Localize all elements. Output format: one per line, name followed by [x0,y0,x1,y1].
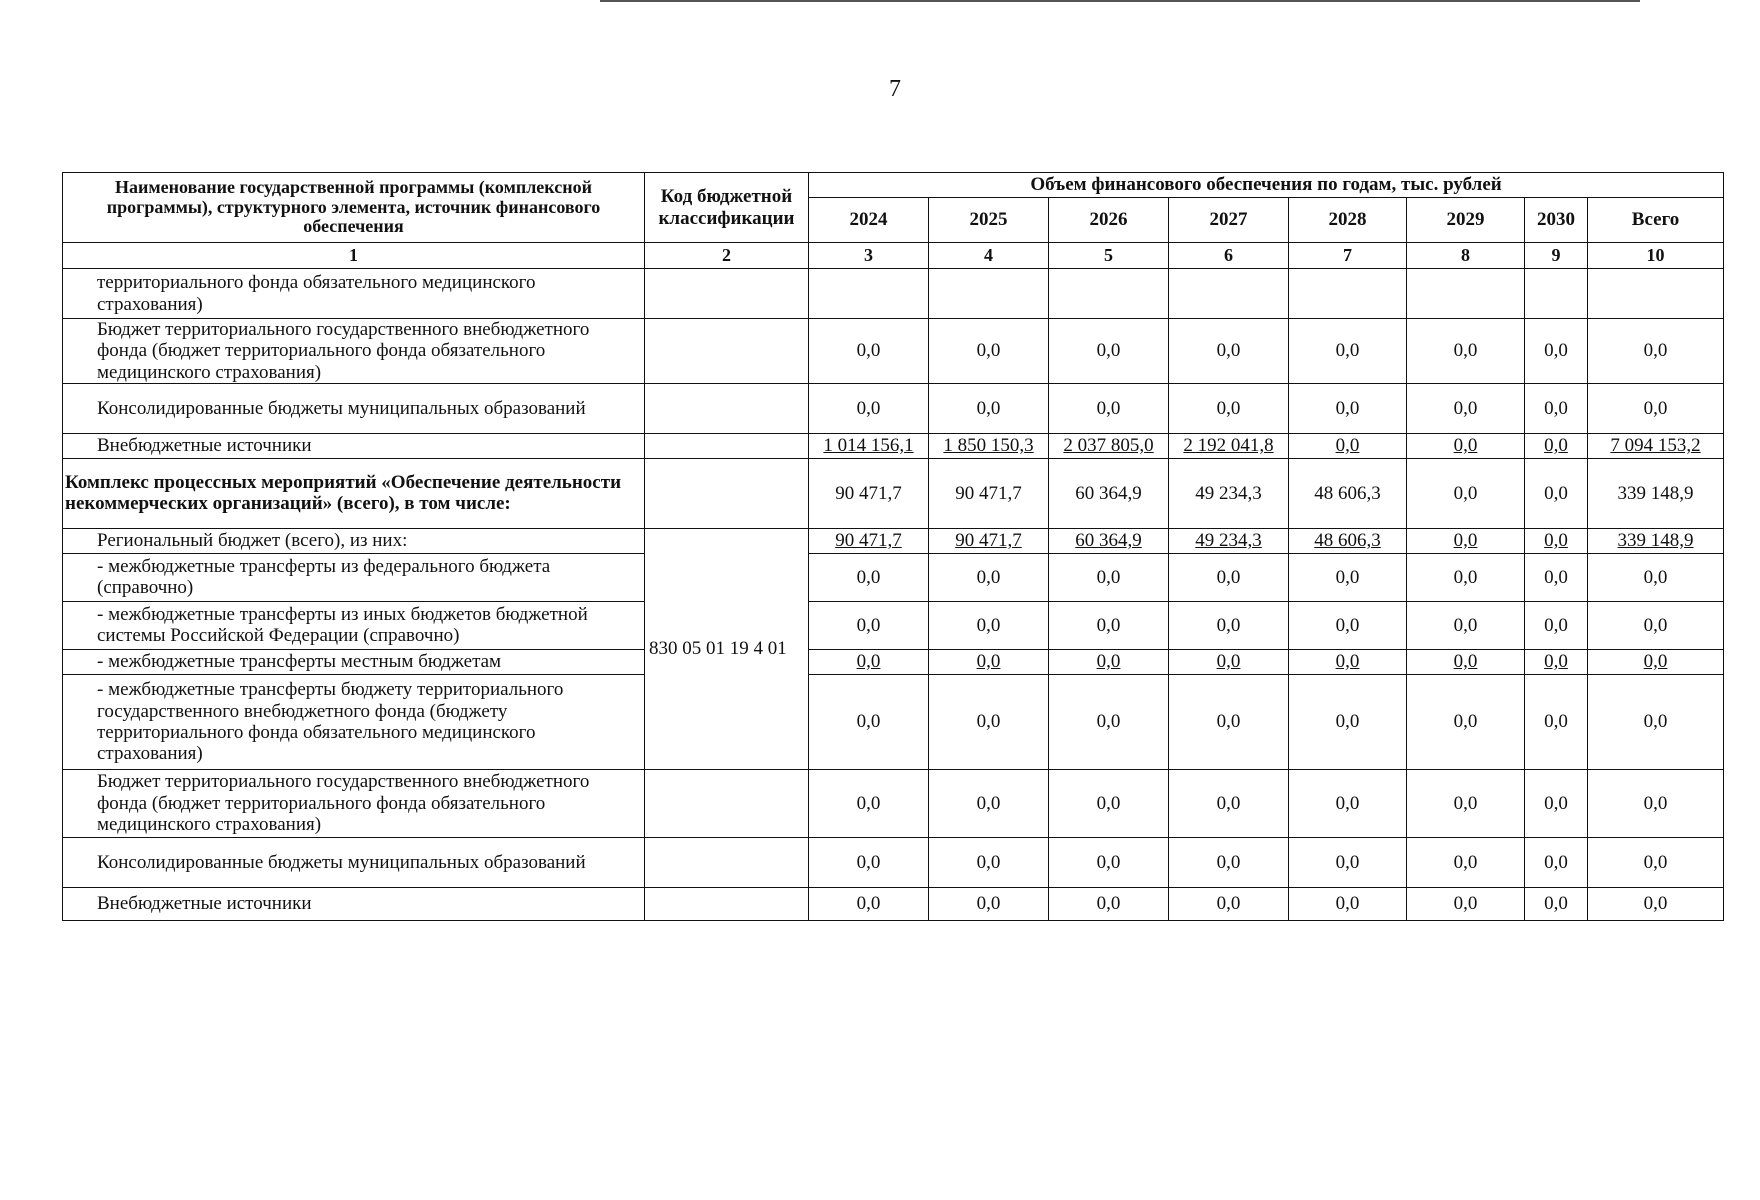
column-number: 7 [1289,243,1407,269]
value-text: 0,0 [856,566,881,588]
row-value [929,269,1049,319]
value-text: 0,0 [1335,711,1360,733]
value-text: 60 364,9 [1075,482,1142,504]
row-value [809,649,929,674]
row-value [1588,837,1724,887]
value-text: 0,0 [856,792,881,814]
row-value [929,601,1049,649]
row-value [809,319,929,384]
value-text: 0,0 [1544,614,1568,636]
row-name: - межбюджетные трансферты из иных бюджетов бюджетной системы Российской Федерации (справочно) [63,601,645,649]
value-text: 0,0 [976,397,1001,419]
row-value [809,383,929,433]
value-text: 2 037 805,0 [1063,435,1154,457]
row-value [809,601,929,649]
row-value [1407,458,1525,528]
row-value [1049,601,1169,649]
row-value [809,269,929,319]
row-value [1289,887,1407,920]
row-value [1525,837,1588,887]
header-year: 2024 [809,198,929,243]
header-name: Наименование государственной программы (комплексной программы), структурного элемента, источник финансового обеспечения [63,173,645,243]
row-value [1289,601,1407,649]
row-value [1588,553,1724,601]
row-value [1169,601,1289,649]
row-value [1407,383,1525,433]
row-value [929,837,1049,887]
value-text: 0,0 [1544,435,1568,457]
row-value [1049,269,1169,319]
value-text: 0,0 [1216,397,1241,419]
value-text: 0,0 [856,851,881,873]
row-value [1588,649,1724,674]
row-value [1407,269,1525,319]
row-value [1588,458,1724,528]
header-year: 2025 [929,198,1049,243]
row-value [929,553,1049,601]
value-text: 0,0 [1216,851,1241,873]
row-value [1407,769,1525,837]
row-value [1407,601,1525,649]
value-text: 0,0 [1335,566,1360,588]
value-text: 0,0 [1453,614,1478,636]
row-value [1525,769,1588,837]
value-text: 2 192 041,8 [1183,435,1274,457]
row-value [929,433,1049,458]
row-value [1588,674,1724,769]
row-value [1289,649,1407,674]
row-code [645,383,809,433]
value-text: 0,0 [1643,851,1668,873]
value-text: 0,0 [1453,851,1478,873]
row-value [1169,458,1289,528]
header-year: 2029 [1407,198,1525,243]
value-text: 0,0 [976,340,1001,362]
row-value [1169,528,1289,553]
value-text: 0,0 [1096,566,1121,588]
value-text: 7 094 153,2 [1610,435,1701,457]
row-value [1525,887,1588,920]
row-value [1525,319,1588,384]
row-value [1049,887,1169,920]
row-value [929,887,1049,920]
value-text: 0,0 [1643,397,1668,419]
row-code [645,433,809,458]
table-row [63,433,1724,458]
value-text: 0,0 [1544,340,1568,362]
value-text: 0,0 [1544,792,1568,814]
value-text: 0,0 [1216,566,1241,588]
row-value [1049,319,1169,384]
row-value [1169,649,1289,674]
value-text: 0,0 [1643,893,1668,915]
row-value [1525,458,1588,528]
header-group: Объем финансового обеспечения по годам, тыс. рублей [809,173,1724,198]
row-value [1169,837,1289,887]
row-value [1049,528,1169,553]
header-year: 2026 [1049,198,1169,243]
value-text: 90 471,7 [835,482,902,504]
value-text: 0,0 [976,614,1001,636]
value-text: 0,0 [1453,792,1478,814]
value-text: 0,0 [1544,482,1568,504]
value-text: 90 471,7 [835,530,902,552]
value-text: 0,0 [976,792,1001,814]
row-value [1588,319,1724,384]
row-value [809,769,929,837]
value-text: 0,0 [856,340,881,362]
value-text: 0,0 [1544,530,1568,552]
table-row [63,319,1724,384]
row-value [1525,269,1588,319]
table-row [63,649,1724,674]
row-value [1049,553,1169,601]
value-text: 0,0 [1096,851,1121,873]
scan-top-line [600,0,1640,2]
value-text: 0,0 [1544,711,1568,733]
row-value [1407,319,1525,384]
value-text: 90 471,7 [955,482,1022,504]
row-code [645,319,809,384]
value-text: 0,0 [976,893,1001,915]
row-value [1588,528,1724,553]
row-value [1289,528,1407,553]
value-text: 48 606,3 [1314,482,1381,504]
row-value [1049,769,1169,837]
value-text: 339 148,9 [1617,530,1694,552]
row-value [1289,553,1407,601]
row-value [1588,769,1724,837]
value-text: 0,0 [1096,651,1121,673]
page-number: 7 [889,76,901,102]
row-value [1289,383,1407,433]
row-value [809,553,929,601]
value-text: 1 850 150,3 [943,435,1034,457]
value-text: 0,0 [1216,893,1241,915]
value-text: 0,0 [1544,651,1568,673]
row-name: Бюджет территориального государственного внебюджетного фонда (бюджет территориального фонда обязательного медицинского страхования) [63,319,645,384]
value-text: 0,0 [976,711,1001,733]
value-text: 0,0 [976,566,1001,588]
row-value [1169,319,1289,384]
row-value [1169,769,1289,837]
table-row [63,528,1724,553]
value-text: 0,0 [1643,614,1668,636]
column-numbers-row [63,243,1724,269]
row-value [1169,383,1289,433]
value-text: 0,0 [1096,397,1121,419]
header-year: 2028 [1289,198,1407,243]
row-code [645,269,809,319]
row-value [1289,769,1407,837]
value-text: 0,0 [1453,566,1478,588]
row-name: Консолидированные бюджеты муниципальных образований [63,383,645,433]
row-value [1407,674,1525,769]
row-value [1289,837,1407,887]
value-text: 0,0 [1453,530,1478,552]
table-row [63,887,1724,920]
row-value [1407,528,1525,553]
header-total: Всего [1588,198,1724,243]
row-value [1049,837,1169,887]
table-row [63,458,1724,528]
row-value [1169,433,1289,458]
column-number: 6 [1169,243,1289,269]
table-row [63,269,1724,319]
row-value [809,887,929,920]
row-value [1289,269,1407,319]
value-text: 0,0 [1453,397,1478,419]
value-text: 49 234,3 [1195,530,1262,552]
header-year: 2030 [1525,198,1588,243]
row-value [1588,383,1724,433]
row-value [929,769,1049,837]
value-text: 0,0 [1643,566,1668,588]
value-text: 0,0 [1096,792,1121,814]
value-text: 0,0 [1544,397,1568,419]
row-value [1525,674,1588,769]
row-value [809,458,929,528]
value-text: 60 364,9 [1075,530,1142,552]
row-value [1525,601,1588,649]
row-value [929,649,1049,674]
row-code [645,887,809,920]
row-value [809,837,929,887]
value-text: 0,0 [1335,893,1360,915]
value-text: 1 014 156,1 [823,435,914,457]
value-text: 0,0 [1453,893,1478,915]
row-value [1407,433,1525,458]
value-text: 0,0 [1096,711,1121,733]
value-text: 0,0 [1453,651,1478,673]
row-name: - межбюджетные трансферты местным бюджетам [63,649,645,674]
row-value [1407,553,1525,601]
value-text: 0,0 [1643,340,1668,362]
value-text: 0,0 [1643,651,1668,673]
value-text: 0,0 [1643,711,1668,733]
value-text: 0,0 [1096,893,1121,915]
row-value [1588,269,1724,319]
table-row [63,837,1724,887]
row-value [809,528,929,553]
value-text: 0,0 [1216,711,1241,733]
row-code [645,458,809,528]
value-text: 0,0 [1453,340,1478,362]
column-number: 1 [63,243,645,269]
row-value [809,433,929,458]
row-value [1289,319,1407,384]
value-text: 0,0 [856,397,881,419]
row-value [929,383,1049,433]
value-text: 0,0 [1335,397,1360,419]
value-text: 49 234,3 [1195,482,1262,504]
table-row [63,553,1724,601]
table-row [63,601,1724,649]
row-name: территориального фонда обязательного медицинского страхования) [63,269,645,319]
row-value [1169,269,1289,319]
row-code: 830 05 01 19 4 01 [645,528,809,769]
row-name: Комплекс процессных мероприятий «Обеспечение деятельности некоммерческих организаций» (всего), в том числе: [63,458,645,528]
row-value [1407,887,1525,920]
row-code [645,769,809,837]
value-text: 0,0 [1216,792,1241,814]
row-value [1525,649,1588,674]
value-text: 0,0 [856,614,881,636]
value-text: 0,0 [976,851,1001,873]
value-text: 0,0 [1544,851,1568,873]
value-text: 0,0 [1335,792,1360,814]
value-text: 0,0 [1544,893,1568,915]
row-code [645,837,809,887]
row-value [1169,553,1289,601]
value-text: 0,0 [1335,435,1360,457]
row-name: Бюджет территориального государственного внебюджетного фонда (бюджет территориального фонда обязательного медицинского страхования) [63,769,645,837]
header-code: Код бюджетной классификации [645,173,809,243]
value-text: 0,0 [1096,340,1121,362]
value-text: 0,0 [1453,482,1478,504]
row-value [1525,383,1588,433]
row-value [929,674,1049,769]
row-value [1525,528,1588,553]
row-name: - межбюджетные трансферты из федерального бюджета (справочно) [63,553,645,601]
row-value [1407,837,1525,887]
value-text: 0,0 [976,651,1001,673]
row-value [1407,649,1525,674]
row-name: Консолидированные бюджеты муниципальных образований [63,837,645,887]
value-text: 0,0 [1216,340,1241,362]
table-row [63,383,1724,433]
value-text: 0,0 [1453,711,1478,733]
value-text: 0,0 [1453,435,1478,457]
value-text: 0,0 [1216,614,1241,636]
row-value [809,674,929,769]
column-number: 5 [1049,243,1169,269]
value-text: 0,0 [1096,614,1121,636]
value-text: 0,0 [1335,851,1360,873]
header-year: 2027 [1169,198,1289,243]
row-value [1049,674,1169,769]
row-name: Региональный бюджет (всего), из них: [63,528,645,553]
row-value [1169,887,1289,920]
value-text: 0,0 [856,651,881,673]
value-text: 0,0 [1544,566,1568,588]
column-number: 9 [1525,243,1588,269]
row-value [1525,433,1588,458]
value-text: 0,0 [1643,792,1668,814]
row-name: - межбюджетные трансферты бюджету территориального государственного внебюджетного фонда (бюджету территориального фонда обязательного медицинского страхования) [63,674,645,769]
column-number: 10 [1588,243,1724,269]
column-number: 8 [1407,243,1525,269]
row-value [1525,553,1588,601]
value-text: 0,0 [1216,651,1241,673]
row-value [1289,458,1407,528]
value-text: 90 471,7 [955,530,1022,552]
row-value [929,528,1049,553]
row-value [1169,674,1289,769]
value-text: 0,0 [1335,614,1360,636]
row-value [929,458,1049,528]
row-value [1049,458,1169,528]
value-text: 0,0 [1335,651,1360,673]
row-name: Внебюджетные источники [63,433,645,458]
value-text: 0,0 [856,893,881,915]
row-value [1049,649,1169,674]
row-value [1588,887,1724,920]
value-text: 0,0 [1335,340,1360,362]
column-number: 4 [929,243,1049,269]
column-number: 2 [645,243,809,269]
row-value [1289,674,1407,769]
value-text: 0,0 [856,711,881,733]
row-value [1588,601,1724,649]
row-value [1289,433,1407,458]
table-row [63,674,1724,769]
column-number: 3 [809,243,929,269]
value-text: 339 148,9 [1617,482,1694,504]
row-value [1049,433,1169,458]
row-value [929,319,1049,384]
value-text: 48 606,3 [1314,530,1381,552]
table-row [63,769,1724,837]
row-name: Внебюджетные источники [63,887,645,920]
row-value [1588,433,1724,458]
row-value [1049,383,1169,433]
financing-table [62,172,1724,921]
